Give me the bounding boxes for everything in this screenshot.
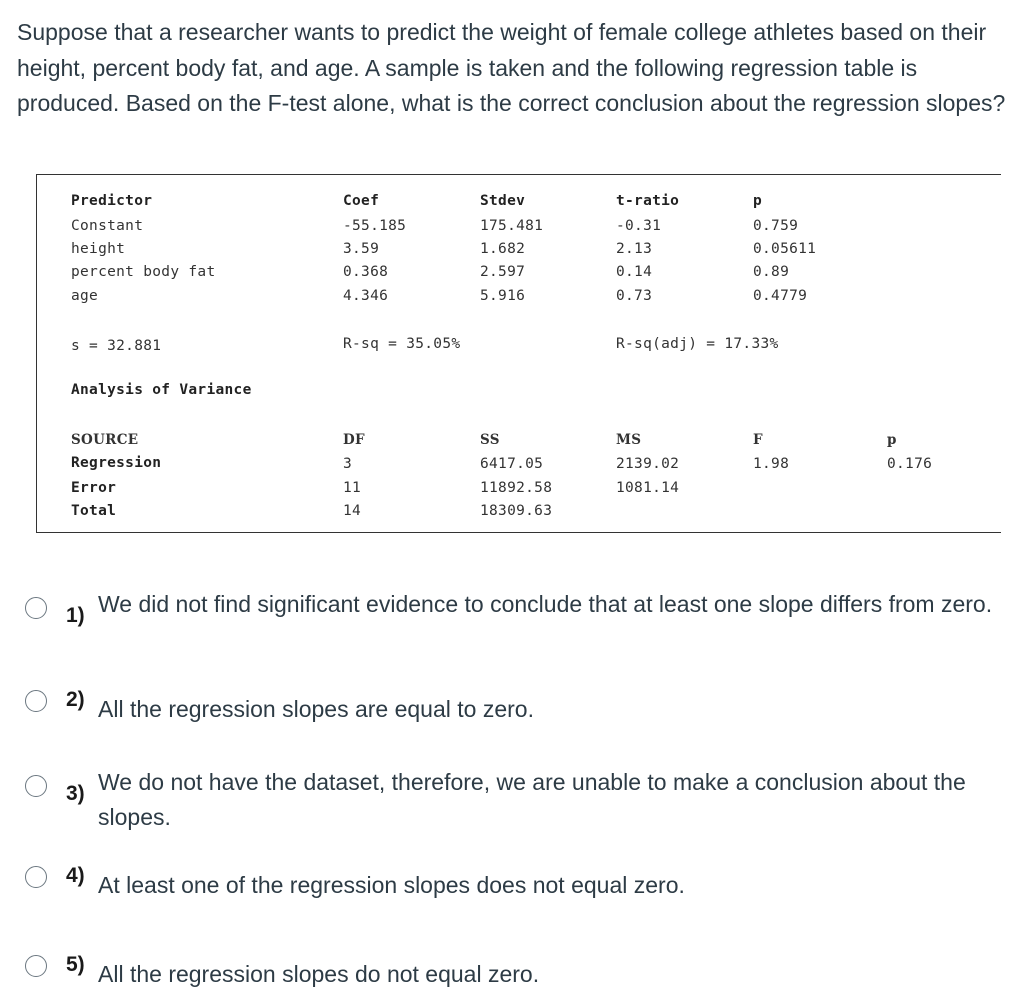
tratio-cell: 2.13 [616,241,653,257]
rsq-adj-value: R-sq(adj) = 17.33% [616,336,779,352]
ss-cell: 11892.58 [480,480,553,496]
anova-title: Analysis of Variance [71,382,252,398]
rsq-value: R-sq = 35.05% [343,336,461,352]
radio-button[interactable] [25,690,47,712]
option-number: 4) [66,864,85,887]
option-text[interactable]: We did not find significant evidence to conclude that at least one slope differs from zero. [98,591,993,617]
predictor-cell: age [71,288,99,304]
regression-output-table [36,174,1001,533]
option-number: 2) [66,688,85,711]
source-cell: Total [71,503,117,519]
ms-cell: 2139.02 [616,456,680,472]
header-df: DF [343,432,365,448]
header-tratio: t-ratio [616,193,680,209]
tratio-cell: 0.73 [616,288,653,304]
source-cell: Regression [71,455,162,471]
stdev-cell: 2.597 [480,264,526,280]
radio-button[interactable] [25,597,47,619]
header-stdev: Stdev [480,193,526,209]
p-cell: 0.05611 [753,241,817,257]
predictor-cell: percent body fat [71,264,216,280]
anova-p-cell: 0.176 [887,456,933,472]
df-cell: 3 [343,456,353,472]
stdev-cell: 1.682 [480,241,526,257]
header-f: F [753,432,763,448]
coef-cell: 4.346 [343,288,389,304]
option-number: 3) [66,782,85,805]
coef-cell: 0.368 [343,264,389,280]
f-cell: 1.98 [753,456,790,472]
predictor-cell: Constant [71,218,144,234]
source-cell: Error [71,480,117,496]
header-predictor: Predictor [71,193,153,209]
stdev-cell: 5.916 [480,288,526,304]
option-text[interactable]: All the regression slopes do not equal zero. [98,961,540,987]
header-p: p [753,193,763,209]
coef-cell: 3.59 [343,241,380,257]
tratio-cell: 0.14 [616,264,653,280]
question-text: Suppose that a researcher wants to predict the weight of female college athletes based on their height, percent body fat, and age. A sample is taken and the following regression table is produced. Based on the F-test alone, what is the correct conclusion about the regression slopes? [17,19,1006,116]
s-value: s = 32.881 [71,338,162,354]
predictor-cell: height [71,241,126,257]
df-cell: 14 [343,503,362,519]
radio-button[interactable] [25,775,47,797]
radio-button[interactable] [25,866,47,888]
tratio-cell: -0.31 [616,218,662,234]
header-source: SOURCE [71,432,139,448]
option-text[interactable]: All the regression slopes are equal to zero. [98,696,534,722]
ss-cell: 18309.63 [480,503,553,519]
option-number: 1) [66,604,85,627]
header-ms: MS [616,432,642,448]
header-anova-p: p [887,432,897,448]
stdev-cell: 175.481 [480,218,544,234]
p-cell: 0.89 [753,264,790,280]
p-cell: 0.759 [753,218,799,234]
p-cell: 0.4779 [753,288,808,304]
ms-cell: 1081.14 [616,480,680,496]
option-text[interactable]: At least one of the regression slopes does not equal zero. [98,872,685,898]
option-text[interactable]: We do not have the dataset, therefore, we are unable to make a conclusion about the slopes. [98,769,966,830]
radio-button[interactable] [25,955,47,977]
option-number: 5) [66,953,85,976]
df-cell: 11 [343,480,362,496]
coef-cell: -55.185 [343,218,407,234]
header-ss: SS [480,432,500,448]
header-coef: Coef [343,193,380,209]
ss-cell: 6417.05 [480,456,544,472]
